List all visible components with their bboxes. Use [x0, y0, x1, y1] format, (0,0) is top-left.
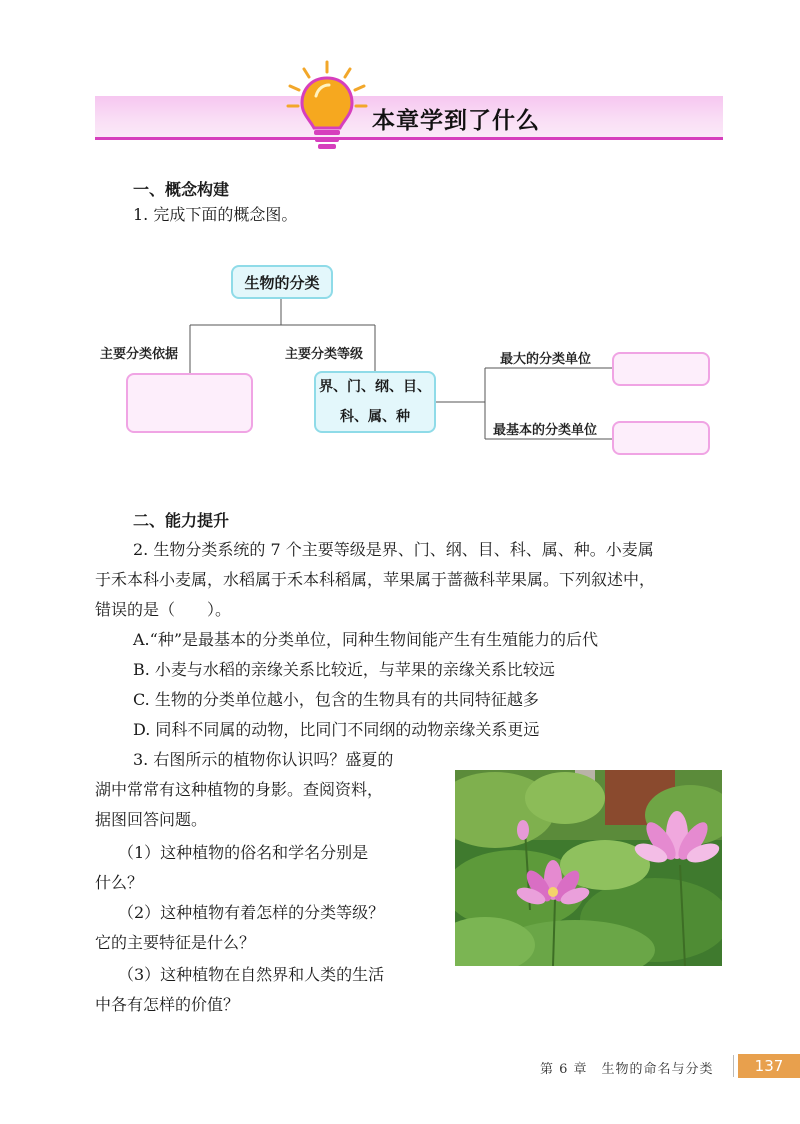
label-classification-basis: 主要分类依据 [100, 347, 179, 362]
q3-sub-2-cont: 它的主要特征是什么？ [95, 933, 256, 952]
blank-basic-unit-box[interactable] [612, 421, 710, 455]
levels-line-1: 界、门、纲、目、 [319, 379, 431, 395]
label-basic-unit: 最基本的分类单位 [493, 423, 598, 438]
section-heading-ability: 二、能力提升 [133, 511, 230, 530]
task-instruction: 1. 完成下面的概念图。 [133, 205, 298, 224]
levels-node [314, 371, 436, 433]
q3-sub-1: （1）这种植物的俗名和学名分别是 [118, 843, 369, 862]
q2-option-d: D. 同科不同属的动物，比同门不同纲的动物亲缘关系更远 [133, 720, 540, 739]
blank-basis-box[interactable] [126, 373, 253, 433]
q3-sub-3-cont: 中各有怎样的价值？ [95, 995, 240, 1014]
label-classification-levels: 主要分类等级 [285, 347, 364, 362]
q3-sub-1-cont: 什么？ [95, 873, 144, 892]
q2-line-2: 于禾本科小麦属，水稻属于禾本科稻属，苹果属于蔷薇科苹果属。下列叙述中， [95, 570, 656, 589]
blank-largest-unit-box[interactable] [612, 352, 710, 386]
label-largest-unit: 最大的分类单位 [500, 352, 592, 367]
q2-line-3: 错误的是（ ）。 [95, 600, 232, 619]
footer-chapter: 第 6 章 生物的命名与分类 [540, 1062, 714, 1077]
q2-line-1: 2. 生物分类系统的 7 个主要等级是界、门、纲、目、科、属、种。小麦属 [133, 540, 654, 559]
q2-option-b: B. 小麦与水稻的亲缘关系比较近，与苹果的亲缘关系比较远 [133, 660, 555, 679]
page-number: 137 [738, 1054, 800, 1078]
q3-sub-2: （2）这种植物有着怎样的分类等级？ [118, 903, 385, 922]
q3-line-3: 据图回答问题。 [95, 810, 208, 829]
footer-divider [733, 1055, 734, 1077]
lightbulb-icon [282, 58, 372, 154]
q2-option-a: A.“种”是最基本的分类单位，同种生物间能产生有生殖能力的后代 [133, 630, 599, 649]
page-title: 本章学到了什么 [372, 108, 540, 134]
q3-sub-3: （3）这种植物在自然界和人类的生活 [118, 965, 385, 984]
levels-line-2: 科、属、种 [340, 409, 410, 425]
concept-root-node: 生物的分类 [231, 265, 333, 299]
q2-option-c: C. 生物的分类单位越小，包含的生物具有的共同特征越多 [133, 690, 539, 709]
q3-line-1: 3. 右图所示的植物你认识吗？盛夏的 [133, 750, 394, 769]
lotus-photo [455, 770, 722, 966]
section-heading-concept: 一、概念构建 [133, 180, 230, 199]
q3-line-2: 湖中常常有这种植物的身影。查阅资料， [95, 780, 384, 799]
